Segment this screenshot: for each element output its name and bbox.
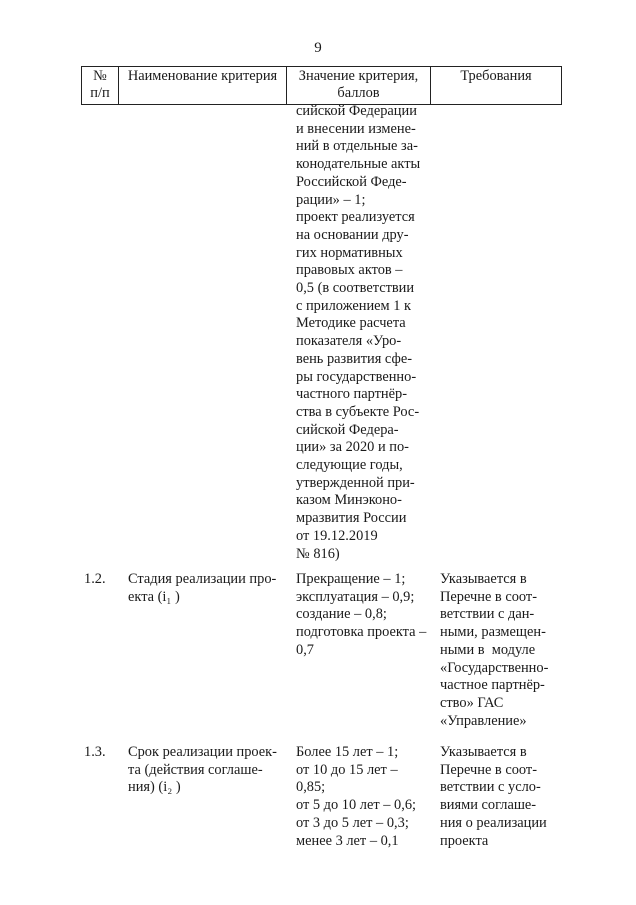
continuation-value: сийской Федерации и внесении измене- ний в отдельные за- конодательные акты Российской Феде- рации» – 1; проект реализуется на основании дру- гих нормативных правовых актов – 0,5 (в соответствии с приложением 1 к Методике расчета показателя «Уро- вень развития сфе- ры государственно- частного партнёр- ства в субъекте Рос- сийской Федера- ции» за 2020 и по- следующие годы, утвержденной при- казом Минэконо- мразвития России от 19.12.2019 № 816) [296, 103, 421, 562]
row-criterion-name: Срок реализации проек- та (действия соглаше- ния) (i₂ ) [128, 744, 277, 796]
row-criterion-value: Более 15 лет – 1; от 10 до 15 лет – 0,85; от 5 до 10 лет – 0,6; от 3 до 5 лет – 0,3; менее 3 лет – 0,1 [296, 744, 417, 849]
criteria-table-header [81, 66, 562, 105]
header-criterion-name: Наименование критерия [119, 67, 287, 105]
row-criterion-name: Стадия реализации про- екта (i₁ ) [128, 571, 277, 605]
row-requirements: Указывается в Перечне в соот- ветствии с дан- ными, размещен- ными в модуле «Государственно- частное партнёр- ство» ГАС «Управление» [440, 571, 549, 729]
row-requirements: Указывается в Перечне в соот- ветствии с усло- виями соглаше- ния о реализации проекта [440, 744, 547, 849]
row-number: 1.3. [84, 744, 106, 760]
header-number: № п/п [82, 67, 119, 105]
row-criterion-value: Прекращение – 1; эксплуатация – 0,9; создание – 0,8; подготовка проекта – 0,7 [296, 571, 427, 658]
header-criterion-value: Значение критерия, баллов [287, 67, 431, 105]
page-number: 9 [314, 40, 322, 56]
row-number: 1.2. [84, 571, 106, 587]
header-requirements: Требования [431, 67, 562, 105]
